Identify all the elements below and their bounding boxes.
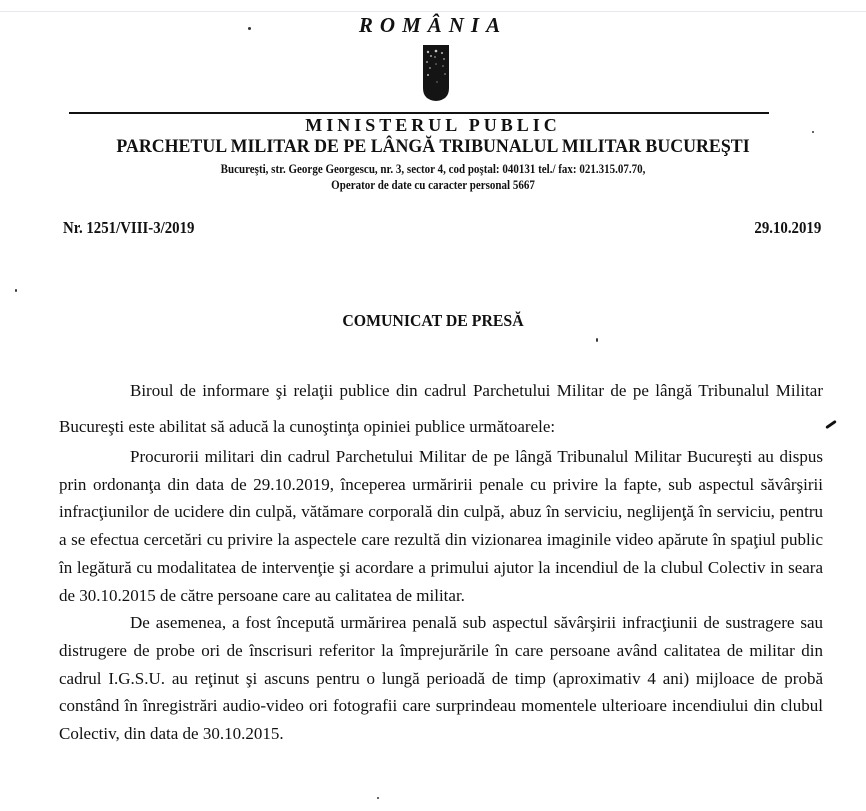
country-name: ROMÂNIA (358, 13, 508, 37)
paragraph: Procurorii militari din cadrul Parchetului Militar de pe lângă Tribunalul Militar Bucureşti au dispus prin ordonanţa din data de 29.10.2019, începerea urmăririi penale cu privire la fapte, sub aspectul săvârşirii infracţiunilor de ucidere din culpă, vătămare corporală din culpă, abuz în serviciu, neglijenţă în serviciu, pentru a se efectua cercetări cu privire la aspectele care rezultă din vizionarea imaginile video apărute în spaţiul public în legătură cu modalitatea de intervenţie şi acordare a primului ajutor la incendiul de la clubul Colectiv in seara de 30.10.2015 de către persoane care au calitatea de militar. (59, 447, 823, 605)
pen-mark (825, 420, 837, 429)
scan-speck (15, 289, 17, 292)
data-operator-line: Operator de date cu caracter personal 5667 (331, 178, 535, 192)
viewer-top-border (0, 11, 866, 12)
scan-speck (377, 797, 379, 799)
institution-address: Bucureşti, str. George Georgescu, nr. 3, sector 4, cod poştal: 040131 tel./ fax: 021.315.07.70, (220, 162, 646, 176)
paragraph: De asemenea, a fost începută urmărirea penală sub aspectul săvârşirii infracţiunii de sustragere sau distrugere de probe ori de înscrisuri referitor la împrejurările în care persoane având calitatea de militar din cadrul I.G.S.U. au reţinut şi ascuns pentru o lungă perioadă de timp (aproximativ 4 ani) mijloace de probă constând în înregistrări audio-video ori fotografii care surprindeau momentele ulterioare incendiului din clubul Colectiv, din data de 30.10.2015. (59, 613, 823, 744)
ministry-name: MINISTERUL PUBLIC (305, 115, 561, 135)
document-title: COMUNICAT DE PRESĂ (342, 311, 524, 330)
reference-number: Nr. 1251/VIII-3/2019 (63, 218, 195, 237)
institution-name: PARCHETUL MILITAR DE PE LÂNGĂ TRIBUNALUL MILITAR BUCUREŞTI (116, 136, 750, 157)
scan-speck (596, 338, 598, 342)
romania-coat-of-arms-icon (422, 44, 450, 102)
document-date: 29.10.2019 (754, 218, 821, 237)
paragraph: Biroul de informare şi relaţii publice din cadrul Parchetului Militar de pe lângă Tribunalul Militar Bucureşti este abilitat să aducă la cunoştinţa opiniei publice următoarele: (59, 381, 823, 436)
header-rule (69, 112, 769, 114)
document-body (59, 373, 823, 748)
